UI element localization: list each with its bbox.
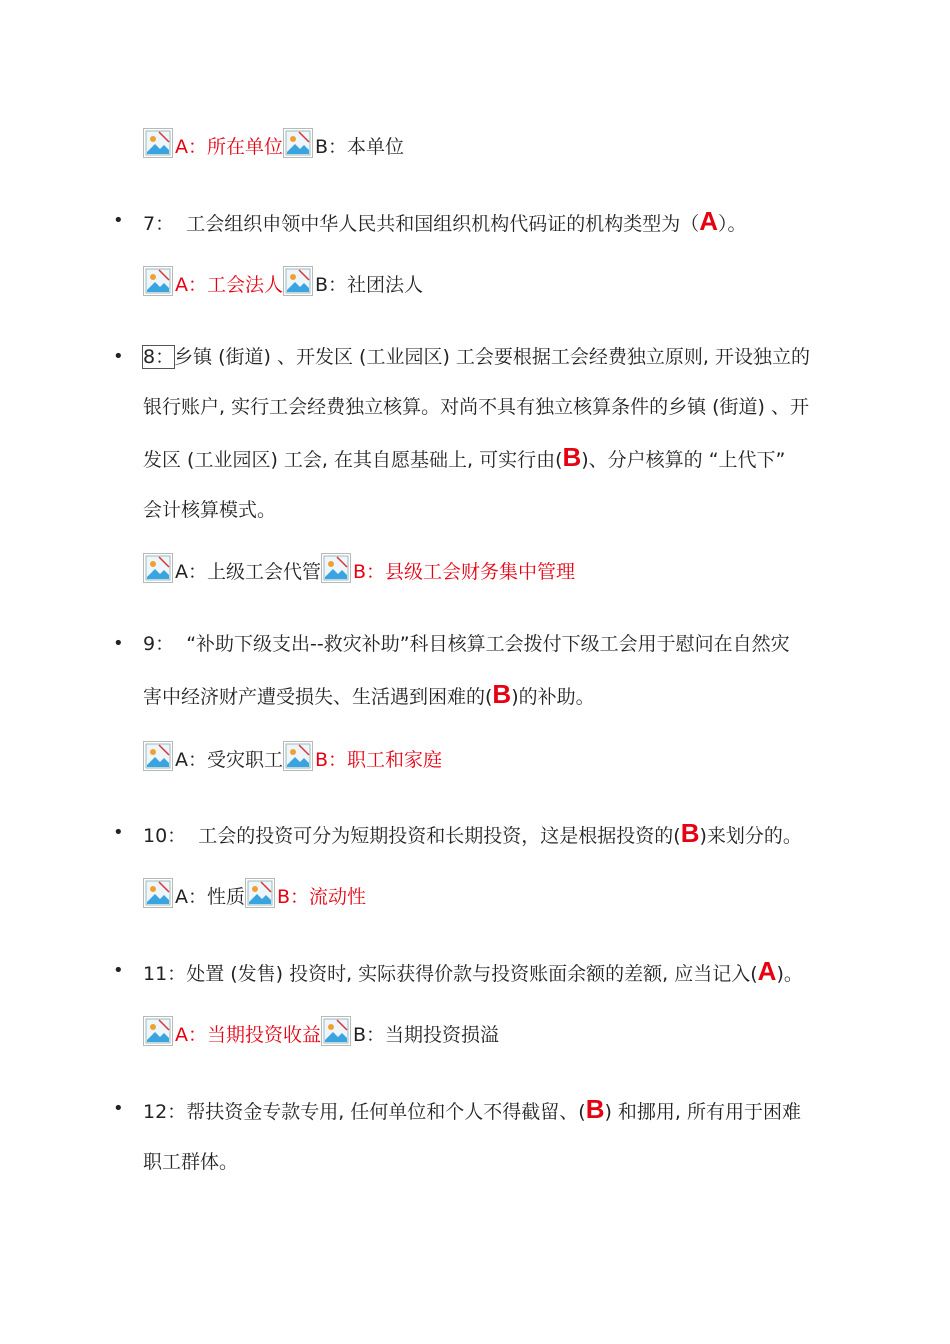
q7-answer: A: [699, 206, 718, 236]
q9-line-2: 害中经济财产遭受损失、生活遇到困难的(: [143, 686, 493, 708]
q11-options: [143, 1012, 499, 1046]
broken-image-icon: [283, 266, 313, 296]
q9-option-a-text: A：受灾职工: [175, 749, 283, 771]
broken-image-icon: [143, 741, 173, 771]
broken-image-icon: [321, 1016, 351, 1046]
bullet: •: [113, 1098, 124, 1119]
broken-image-icon: [143, 878, 173, 908]
q7-option-a[interactable]: [143, 266, 283, 296]
question-7: [113, 196, 823, 249]
q6-option-b-text: B：本单位: [315, 136, 405, 158]
broken-image-icon: [143, 1016, 173, 1046]
q11-option-a-text: A：当期投资收益: [175, 1024, 321, 1046]
q11-text-end: )。: [776, 963, 803, 985]
q9-answer: B: [492, 679, 512, 709]
q8-line-2: 银行账户, 实行工会经费独立核算。对尚不具有独立核算条件的乡镇 (街道) 、开: [143, 396, 809, 418]
q9-option-b[interactable]: [283, 741, 442, 771]
broken-image-icon: [143, 128, 173, 158]
question-10: [113, 808, 823, 861]
q11-number: 11：: [143, 963, 187, 985]
q10-option-b-text: B：流动性: [277, 886, 367, 908]
q12-line-2: 职工群体。: [143, 1151, 239, 1173]
q9-line-2-end: )的补助。: [511, 686, 595, 708]
q8-options: [143, 549, 575, 583]
question-8: [113, 332, 823, 535]
q6-option-a-text: A：所在单位: [175, 136, 283, 158]
q6-option-b[interactable]: [283, 128, 404, 158]
bullet: •: [113, 633, 124, 654]
q8-line-3-end: )、分户核算的 “上代下”: [581, 449, 786, 471]
q8-number: 8：: [143, 346, 175, 368]
q10-text: 工会的投资可分为短期投资和长期投资，这是根据投资的(: [198, 825, 681, 847]
q7-options: [143, 262, 423, 296]
q10-option-a-text: A：性质: [175, 886, 245, 908]
q7-option-b[interactable]: [283, 266, 423, 296]
question-11: [113, 946, 823, 999]
q7-text-end: ）。: [717, 213, 747, 235]
q11-answer: A: [757, 956, 777, 986]
broken-image-icon: [143, 266, 173, 296]
question-9: [113, 619, 823, 722]
q8-line-4: 会计核算模式。: [143, 499, 277, 521]
q8-option-a-text: A：上级工会代管: [175, 561, 321, 583]
q10-text-end: )来划分的。: [699, 825, 802, 847]
bullet: •: [113, 822, 124, 843]
broken-image-icon: [245, 878, 275, 908]
q11-option-b[interactable]: [321, 1016, 499, 1046]
q10-number: 10：: [143, 825, 187, 847]
q6-option-a[interactable]: [143, 128, 283, 158]
q8-option-b-text: B：县级工会财务集中管理: [353, 561, 576, 583]
q9-option-a[interactable]: [143, 741, 283, 771]
q8-line-1: 乡镇 (街道) 、开发区 (工业园区) 工会要根据工会经费独立原则, 开设独立的: [174, 346, 810, 368]
q11-option-b-text: B：当期投资损溢: [353, 1024, 500, 1046]
q7-text: 工会组织申领中华人民共和国组织机构代码证的机构类型为（: [186, 213, 700, 235]
broken-image-icon: [283, 128, 313, 158]
q7-option-b-text: B：社团法人: [315, 274, 424, 296]
q10-option-a[interactable]: [143, 878, 245, 908]
q11-text: 处置 (发售) 投资时, 实际获得价款与投资账面余额的差额, 应当记入(: [186, 963, 758, 985]
broken-image-icon: [283, 741, 313, 771]
broken-image-icon: [321, 553, 351, 583]
q11-option-a[interactable]: [143, 1016, 321, 1046]
q12-number: 12：: [143, 1101, 187, 1123]
q9-option-b-text: B：职工和家庭: [315, 749, 443, 771]
q6-options: [143, 124, 404, 158]
bullet: •: [113, 210, 124, 231]
q8-option-b[interactable]: [321, 553, 575, 583]
q10-options: [143, 874, 366, 908]
q10-answer: B: [680, 818, 700, 848]
q7-option-a-text: A：工会法人: [175, 274, 283, 296]
bullet: •: [113, 346, 124, 367]
q8-line-3: 发区 (工业园区) 工会, 在其自愿基础上, 可实行由(: [143, 449, 563, 471]
broken-image-icon: [143, 553, 173, 583]
q12-line-1-end: ) 和挪用, 所有用于困难: [604, 1101, 802, 1123]
q7-number: 7：: [143, 213, 175, 235]
q8-answer: B: [562, 442, 582, 472]
q9-number: 9：: [143, 633, 175, 655]
bullet: •: [113, 960, 124, 981]
q9-options: [143, 737, 442, 771]
q12-answer: B: [585, 1094, 605, 1124]
q10-option-b[interactable]: [245, 878, 366, 908]
q9-line-1: “补助下级支出--救灾补助”科目核算工会拨付下级工会用于慰问在自然灾: [186, 633, 790, 655]
q8-option-a[interactable]: [143, 553, 321, 583]
q12-line-1: 帮扶资金专款专用, 任何单位和个人不得截留、(: [186, 1101, 586, 1123]
question-12: [113, 1084, 823, 1187]
